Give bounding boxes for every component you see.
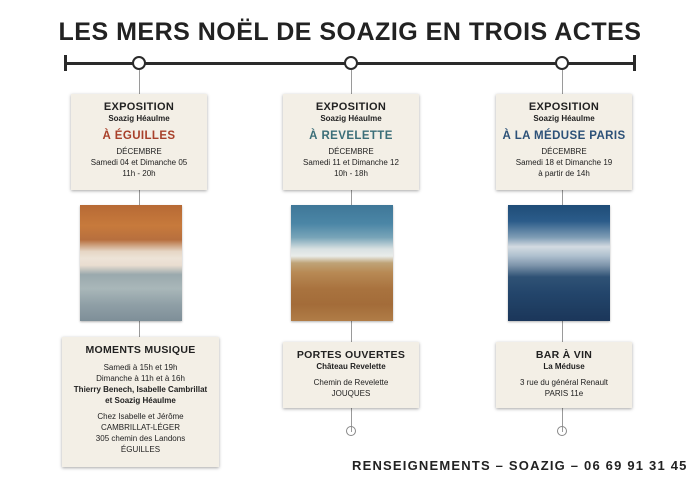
exhibition-card-eguilles: [71, 94, 207, 190]
card-hours: 11h - 20h: [122, 169, 156, 178]
event-performers: et Soazig Héaulme: [105, 396, 176, 405]
event-line: 3 rue du général Renault: [519, 378, 609, 387]
card-place: À LA MÉDUSE PARIS: [502, 130, 626, 142]
event-line: Samedi à 15h et 19h: [103, 363, 178, 372]
poster-title: LES MERS NOËL DE SOAZIG EN TROIS ACTES: [58, 18, 642, 46]
card-hours: 10h - 18h: [334, 169, 368, 178]
string-end-loop-icon: [346, 426, 356, 436]
exhibition-card-revelette: [283, 94, 419, 190]
event-line: ÉGUILLES: [120, 445, 161, 454]
event-line: Chemin de Revelette: [313, 378, 389, 387]
card-month: DÉCEMBRE: [328, 147, 374, 156]
card-heading: EXPOSITION: [315, 101, 387, 113]
string-end-loop-icon: [557, 426, 567, 436]
event-heading: PORTES OUVERTES: [296, 349, 406, 361]
painting-paris: [508, 205, 610, 321]
card-heading: EXPOSITION: [528, 101, 600, 113]
event-card-musique: [62, 337, 219, 467]
event-line: JOUQUES: [331, 389, 371, 398]
timeline-node-2: [344, 56, 358, 70]
timeline-end-tick: [633, 55, 636, 71]
event-line: PARIS 11e: [544, 389, 584, 398]
event-line: Chez Isabelle et Jérôme: [97, 412, 184, 421]
timeline-start-tick: [64, 55, 67, 71]
event-heading: BAR À VIN: [535, 349, 593, 361]
event-sub: Château Revelette: [316, 362, 386, 371]
exhibition-card-paris: [496, 94, 632, 190]
event-heading: MOMENTS MUSIQUE: [85, 344, 196, 356]
contact-info: RENSEIGNEMENTS – SOAZIG – 06 69 91 31 45: [352, 458, 688, 473]
card-dates: Samedi 18 et Dimanche 19: [515, 158, 613, 167]
painting-eguilles: [80, 205, 182, 321]
painting-revelette: [291, 205, 393, 321]
card-artist: Soazig Héaulme: [108, 114, 170, 123]
card-heading: EXPOSITION: [103, 101, 175, 113]
event-line: Dimanche à 11h et à 16h: [96, 374, 185, 383]
event-card-portes-ouvertes: [283, 342, 419, 408]
timeline-node-1: [132, 56, 146, 70]
event-line: 305 chemin des Landons: [95, 434, 186, 443]
event-card-bar-a-vin: [496, 342, 632, 408]
card-dates: Samedi 04 et Dimanche 05: [90, 158, 188, 167]
timeline-node-3: [555, 56, 569, 70]
card-month: DÉCEMBRE: [116, 147, 162, 156]
card-dates: Samedi 11 et Dimanche 12: [303, 158, 399, 167]
card-artist: Soazig Héaulme: [320, 114, 382, 123]
event-sub: La Méduse: [543, 362, 585, 371]
card-hours: à partir de 14h: [538, 169, 590, 178]
event-line: CAMBRILLAT-LÉGER: [101, 423, 180, 432]
event-performers: Thierry Benech, Isabelle Cambrillat: [73, 385, 208, 394]
card-month: DÉCEMBRE: [541, 147, 587, 156]
card-place: À ÉGUILLES: [102, 130, 176, 142]
card-artist: Soazig Héaulme: [533, 114, 595, 123]
card-place: À REVELETTE: [309, 130, 393, 142]
